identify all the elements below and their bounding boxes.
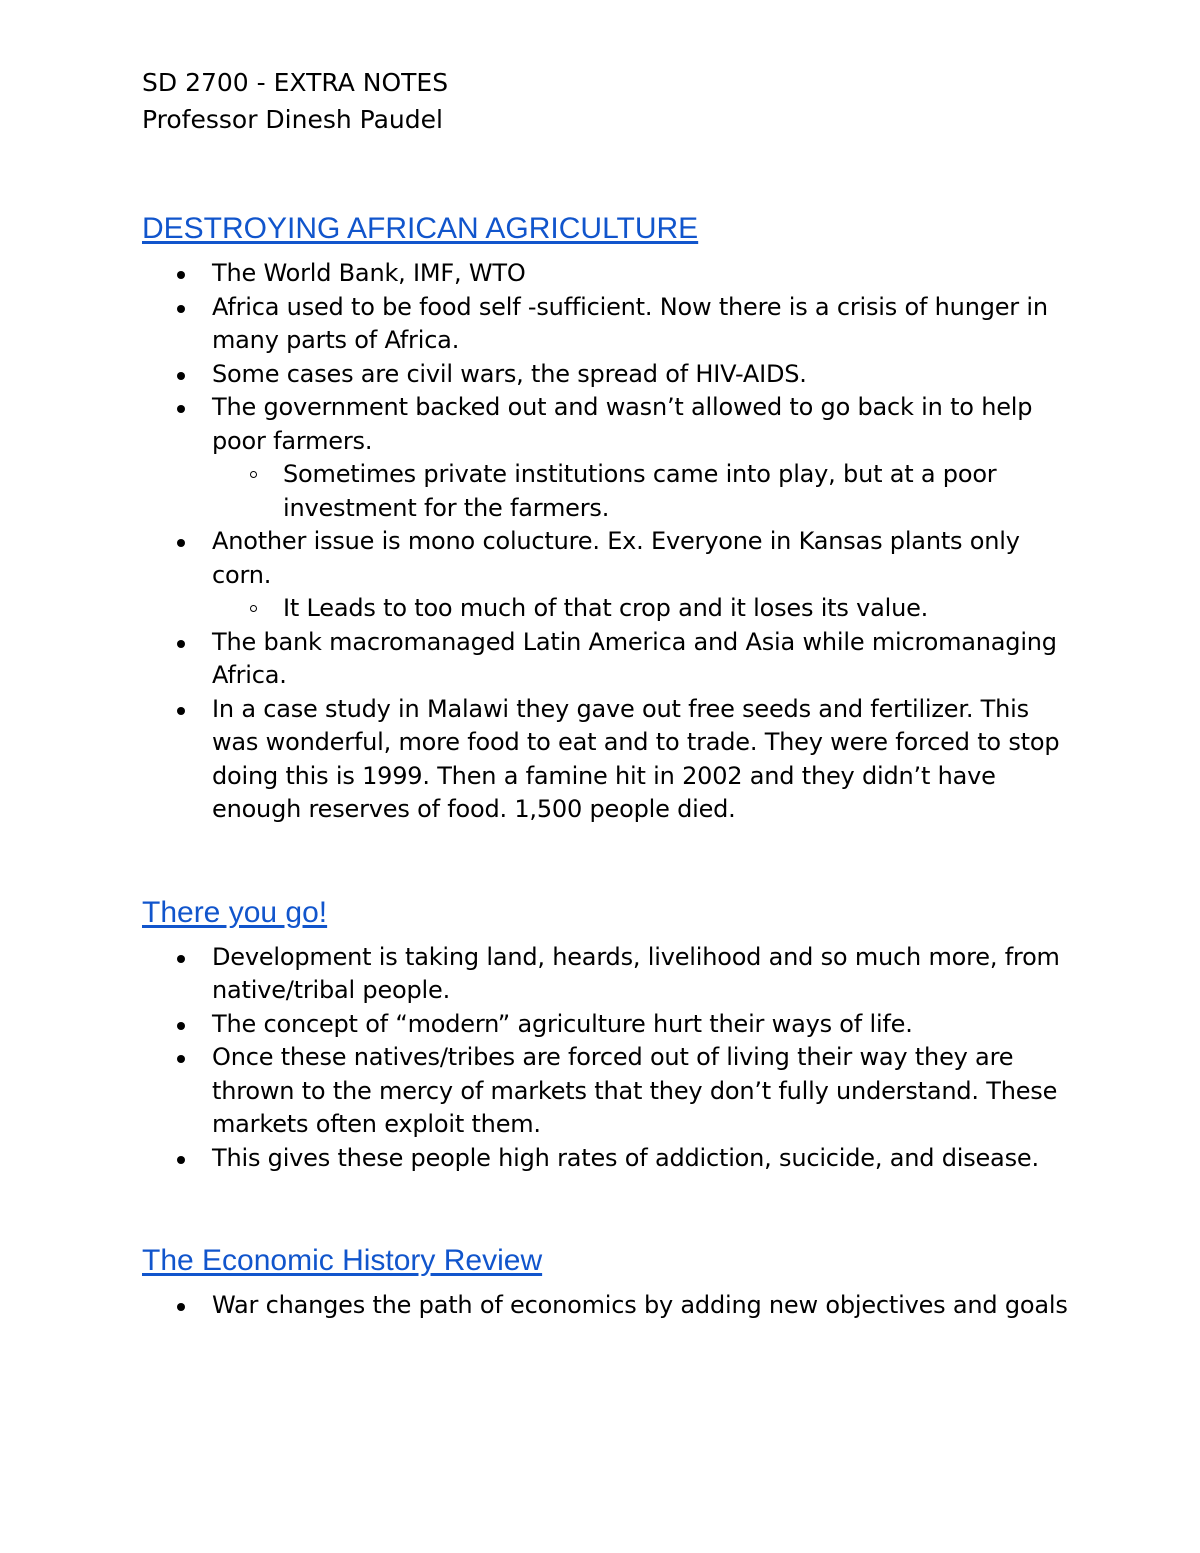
bullet-dot-icon <box>177 1303 185 1311</box>
sub-list-item <box>212 592 1082 626</box>
list-item <box>142 291 1082 358</box>
list-item <box>142 1142 1082 1176</box>
bullet-circle-icon <box>250 471 257 478</box>
document-header <box>142 64 1082 138</box>
list-item <box>142 626 1082 693</box>
list-item-text: Once these natives/tribes are forced out of living their way they are thrown to the mercy of markets that they don’t fully understand. These markets often exploit them. <box>212 1043 1058 1138</box>
list-item <box>142 1041 1082 1142</box>
bullet-dot-icon <box>177 305 185 313</box>
list-item-text: The government backed out and wasn’t allowed to go back in to help poor farmers. <box>212 393 1033 455</box>
bullet-dot-icon <box>177 1022 185 1030</box>
list-item-text: Africa used to be food self -sufficient. Now there is a crisis of hunger in many parts of Africa. <box>212 292 1048 354</box>
bullet-dot-icon <box>177 372 185 380</box>
section-heading-link[interactable]: DESTROYING AFRICAN AGRICULTURE <box>142 212 699 245</box>
bullet-dot-icon <box>177 707 185 715</box>
list-item-text: War changes the path of economics by adding new objectives and goals <box>212 1291 1068 1319</box>
bullet-list <box>142 941 1082 1176</box>
sub-bullet-list <box>212 592 1082 626</box>
list-item <box>142 1289 1082 1323</box>
bullet-list <box>142 1289 1082 1323</box>
list-item-text: The World Bank, IMF, WTO <box>212 259 526 287</box>
document-page <box>142 64 1082 1323</box>
list-item-text: Another issue is mono colucture. Ex. Everyone in Kansas plants only corn. <box>212 527 1020 589</box>
list-item <box>142 358 1082 392</box>
section-there-you-go <box>142 893 1082 1176</box>
list-item <box>142 257 1082 291</box>
list-item-text: The concept of “modern” agriculture hurt their ways of life. <box>212 1009 913 1038</box>
list-item-text: Development is taking land, heards, livelihood and so much more, from native/tribal people. <box>212 942 1060 1004</box>
sub-list-item-text: Sometimes private institutions came into play, but at a poor investment for the farmers. <box>283 460 997 522</box>
list-item <box>142 693 1082 827</box>
list-item <box>142 941 1082 1008</box>
bullet-circle-icon <box>250 605 257 612</box>
list-item-text: This gives these people high rates of addiction, sucicide, and disease. <box>212 1143 1039 1172</box>
sub-list-item <box>212 458 1082 525</box>
bullet-dot-icon <box>177 1156 185 1164</box>
bullet-dot-icon <box>177 1055 185 1063</box>
section-economic-history-review <box>142 1241 1082 1323</box>
sub-bullet-list <box>212 458 1082 525</box>
list-item-text: Some cases are civil wars, the spread of HIV-AIDS. <box>212 359 807 388</box>
bullet-dot-icon <box>177 405 185 413</box>
section-destroying-african-agriculture <box>142 209 1082 827</box>
bullet-dot-icon <box>177 640 185 648</box>
list-item-text: The bank macromanaged Latin America and Asia while micromanaging Africa. <box>212 627 1057 689</box>
sub-list-item-text: It Leads to too much of that crop and it loses its value. <box>283 594 929 622</box>
professor-name: Professor Dinesh Paudel <box>142 105 443 134</box>
list-item <box>142 525 1082 626</box>
list-item <box>142 391 1082 525</box>
section-heading-link[interactable]: The Economic History Review <box>142 1244 543 1277</box>
bullet-dot-icon <box>177 271 185 279</box>
bullet-dot-icon <box>177 955 185 963</box>
list-item <box>142 1008 1082 1042</box>
bullet-dot-icon <box>177 539 185 547</box>
section-heading-link[interactable]: There you go! <box>142 895 328 929</box>
list-item-text: In a case study in Malawi they gave out free seeds and fertilizer. This was wonderful, more food to eat and to trade. They were forced to stop doing this is 1999. Then a famine hit in 2002 and they didn’t have enough reserves of food. 1,500 people died. <box>212 694 1060 823</box>
bullet-list <box>142 257 1082 827</box>
course-title: SD 2700 - EXTRA NOTES <box>142 68 449 97</box>
